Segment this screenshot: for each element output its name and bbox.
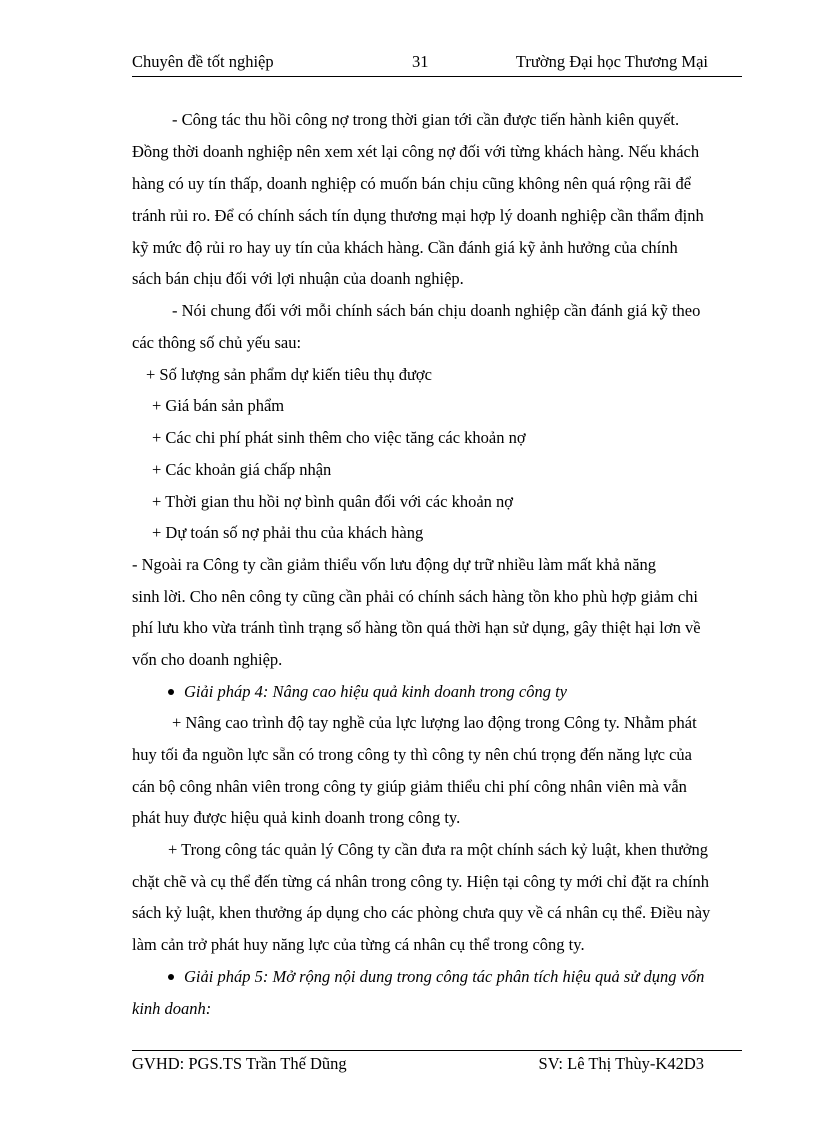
body-line: + Trong công tác quản lý Công ty cần đưa ra một chính sách kỷ luật, khen thưởng [168,840,708,859]
body-line: + Nâng cao trình độ tay nghề của lực lượng lao động trong Công ty. Nhằm phát [172,713,697,732]
page-header [132,50,742,77]
solution-5-title: Giải pháp 5: Mở rộng nội dung trong công tác phân tích hiệu quả sử dụng vốn [184,967,705,986]
solution-5-heading [168,965,704,989]
body-line: Đồng thời doanh nghiệp nên xem xét lại công nợ đối với từng khách hàng. Nếu khách [132,142,700,161]
list-item: + Các chi phí phát sinh thêm cho việc tăng các khoản nợ [152,428,526,447]
solution-5-title-cont: kinh doanh: [132,999,212,1018]
solution-4-heading [168,680,567,704]
body-line: chặt chẽ và cụ thể đến từng cá nhân trong công ty. Hiện tại công ty mới chỉ đặt ra chính [132,872,709,891]
body-line: các thông số chủ yếu sau: [132,333,302,352]
body-line: phí lưu kho vừa tránh tình trạng số hàng tồn quá thời hạn sử dụng, gây thiệt hại lơn về [132,618,701,637]
body-line: tránh rủi ro. Để có chính sách tín dụng thương mại hợp lý doanh nghiệp cần thẩm định [132,206,704,225]
solution-4-title: Giải pháp 4: Nâng cao hiệu quả kinh doanh trong công ty [184,682,567,701]
list-item: + Giá bán sản phẩm [152,396,285,415]
header-thesis-label: Chuyên đề tốt nghiệp [132,52,274,71]
list-item: + Các khoản giá chấp nhận [152,460,332,479]
body-line: sinh lời. Cho nên công ty cũng cần phải có chính sách hàng tồn kho phù hợp giảm chi [132,587,698,606]
list-item: + Số lượng sản phẩm dự kiến tiêu thụ được [146,365,432,384]
bullet-icon [168,974,174,980]
body-line: cán bộ công nhân viên trong công ty giúp giảm thiểu chi phí công nhân viên mà vẫn [132,777,687,796]
header-university: Trường Đại học Thương Mại [515,52,708,71]
body-line: kỹ mức độ rủi ro hay uy tín của khách hàng. Cần đánh giá kỹ ảnh hưởng của chính [132,238,678,257]
body-line: sách bán chịu đối với lợi nhuận của doanh nghiệp. [132,269,464,288]
page-footer [132,1050,742,1077]
body-line: - Ngoài ra Công ty cần giảm thiểu vốn lưu động dự trữ nhiều làm mất khả năng [132,555,657,574]
list-item: + Thời gian thu hồi nợ bình quân đối với các khoản nợ [152,492,514,511]
body-line: phát huy được hiệu quả kinh doanh trong công ty. [132,808,461,827]
body-line: sách kỷ luật, khen thưởng áp dụng cho các phòng chưa quy về cá nhân cụ thể. Điều này [132,903,711,922]
body-line: hàng có uy tín thấp, doanh nghiệp có muốn bán chịu cũng không nên quá rộng rãi để [132,174,692,193]
footer-student: SV: Lê Thị Thùy-K42D3 [538,1054,704,1073]
bullet-icon [168,689,174,695]
body-line: - Nói chung đối với mỗi chính sách bán chịu doanh nghiệp cần đánh giá kỹ theo [172,301,701,320]
list-item: + Dự toán số nợ phải thu của khách hàng [152,523,424,542]
body-line: huy tối đa nguồn lực sẵn có trong công ty thì công ty nên chú trọng đến năng lực của [132,745,692,764]
body-line: vốn cho doanh nghiệp. [132,650,283,669]
footer-advisor: GVHD: PGS.TS Trần Thế Dũng [132,1054,347,1073]
body-line: làm cản trở phát huy năng lực của từng cá nhân cụ thể trong công ty. [132,935,585,954]
header-page-number: 31 [412,52,429,71]
body-line: - Công tác thu hồi công nợ trong thời gian tới cần được tiến hành kiên quyết. [172,110,680,129]
